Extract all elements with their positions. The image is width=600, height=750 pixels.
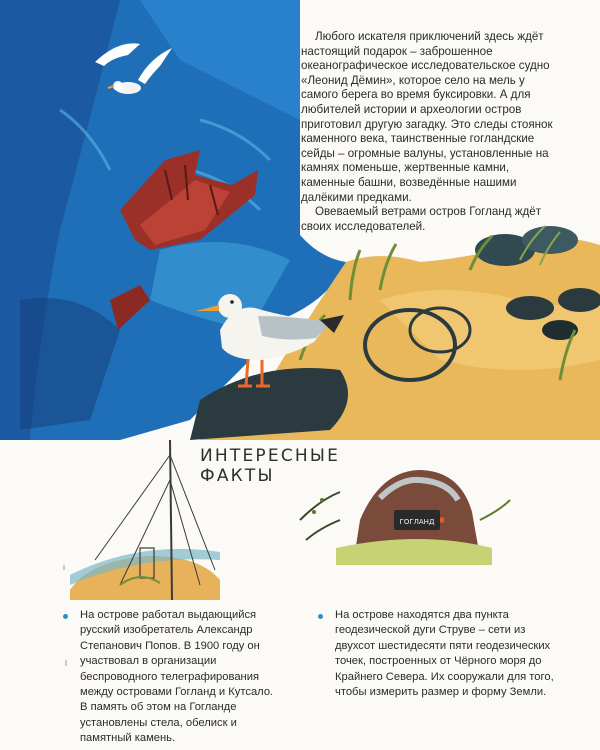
- bullet-icon: [318, 614, 323, 619]
- monument-plaque-text: ГОГЛАНД: [399, 518, 435, 526]
- fact-item-struve-arc: [335, 608, 567, 700]
- intro-paragraph-2: Овеваемый ветрами остров Гогланд ждёт своих исследователей.: [301, 205, 542, 233]
- bullet-icon: [63, 614, 68, 619]
- intro-paragraph-1: Любого искателя приключений здесь ждёт настоящий подарок – заброшенное океанографическое исследовательское судно «Леонид Дёмин», которое село на мель у самого берега во время буксировки. А для любителей истории и археологии остров приготовил другую загадку. Это следы стоянок каменного века, таинственные гогландские сейды – огромные валуны, установленные на камнях поменьше, жертвенные камни, каменные башни, возведённые нашими далёкими предками.: [301, 30, 553, 204]
- section-title: ИНТЕРЕСНЫЕ ФАКТЫ: [200, 446, 341, 486]
- fact-text-right: На острове находятся два пункта геодезической дуги Струве – сети из двухсот шестидесяти пяти геодезических точек, построенных от Чёрного моря до Крайнего Севера. Их сооружали для того, чтобы измерить размер и форму Земли.: [335, 609, 554, 699]
- fact-text-left: На острове работал выдающийся русский изобретатель Александр Степанович Попов. В 1900 году он участвовал в организации беспроводного телеграфирования между островами Гогланд и Кутсало. В память об этом на Гогланде установлены стела, обелиск и памятный камень.: [80, 609, 274, 745]
- fact-item-popov: [80, 608, 276, 747]
- intro-text: [301, 30, 563, 234]
